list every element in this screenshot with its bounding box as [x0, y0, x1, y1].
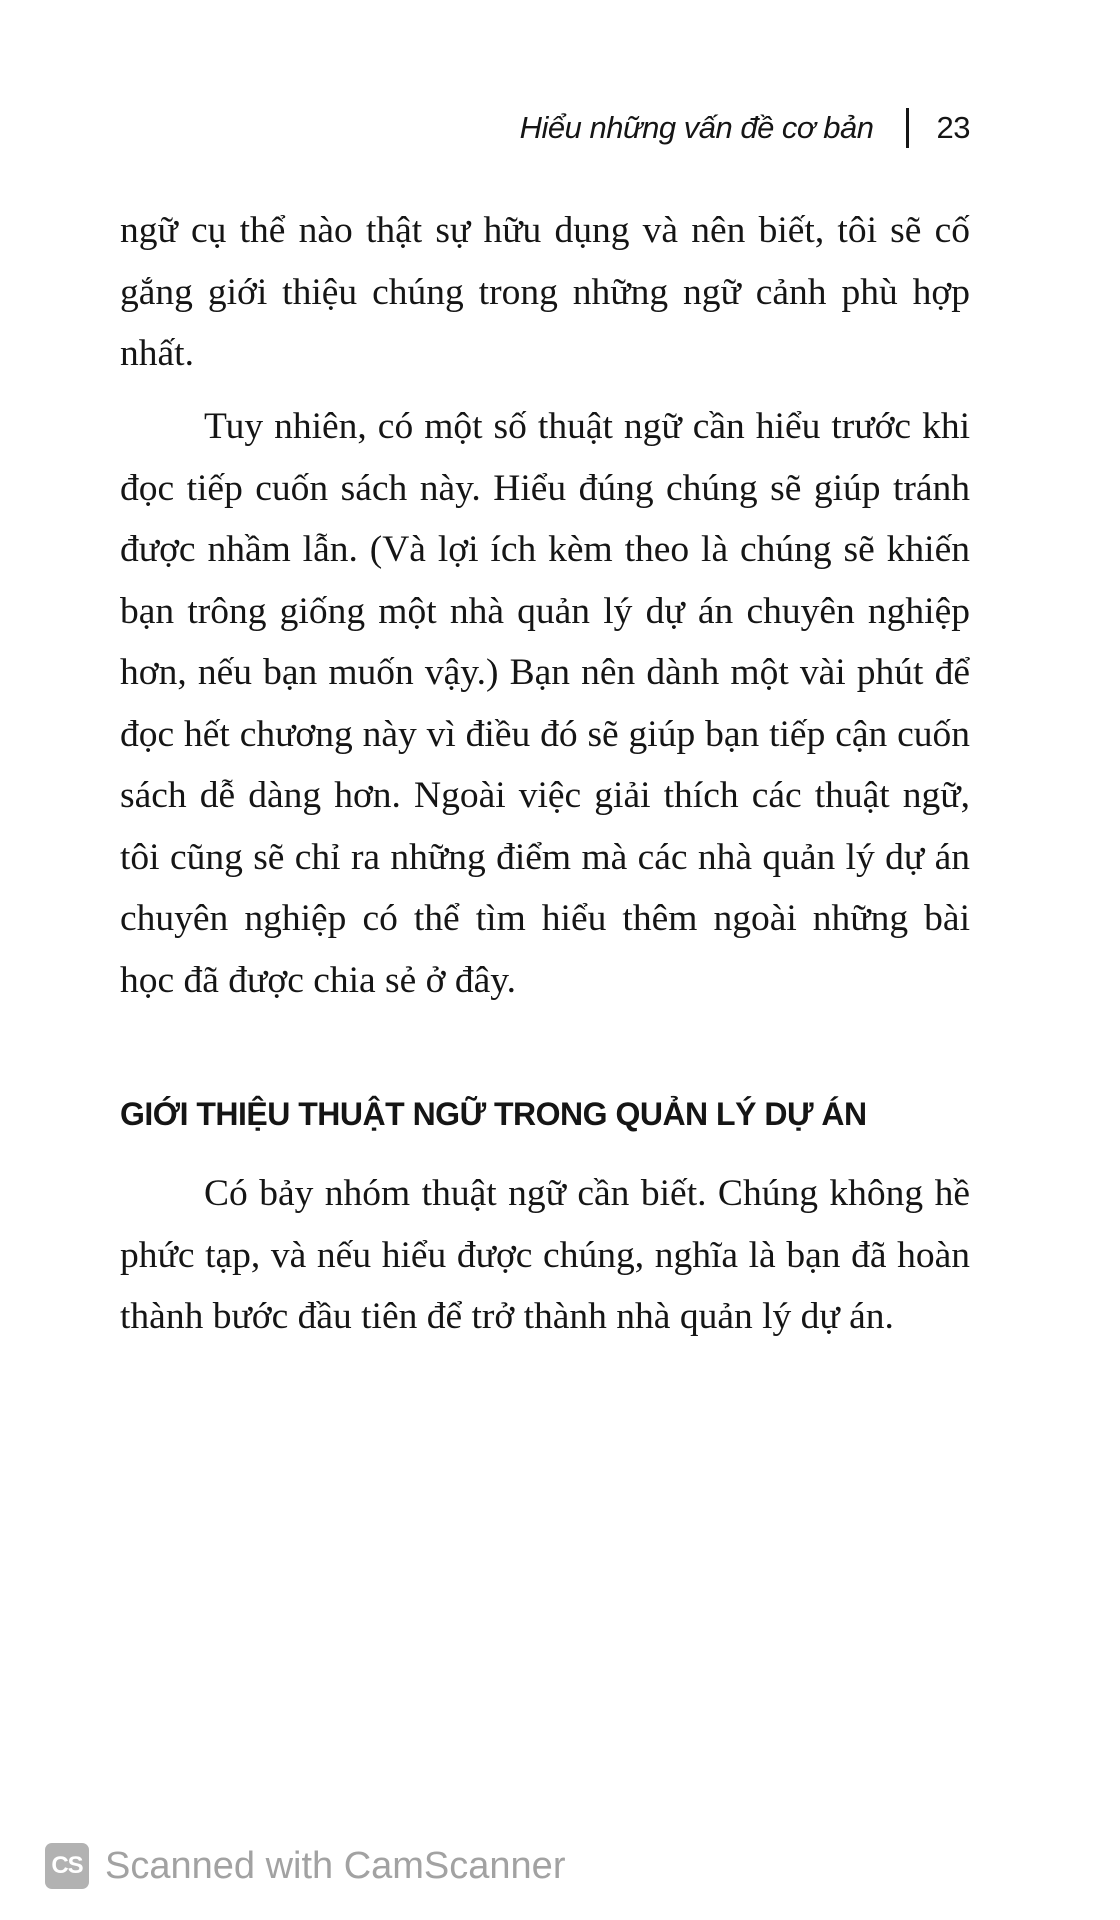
section-heading: GIỚI THIỆU THUẬT NGỮ TRONG QUẢN LÝ DỰ ÁN	[120, 1096, 867, 1132]
body-paragraph: Có bảy nhóm thuật ngữ cần biết. Chúng không hề phức tạp, và nếu hiểu được chúng, nghĩa là bạn đã hoàn thành bước đầu tiên để trở thành nhà quản lý dự án.	[120, 1173, 970, 1337]
body-paragraph-continued: ngữ cụ thể nào thật sự hữu dụng và nên biết, tôi sẽ cố gắng giới thiệu chúng trong những ngữ cảnh phù hợp nhất.	[120, 210, 970, 374]
page-number: 23	[936, 110, 970, 145]
body-paragraph: Tuy nhiên, có một số thuật ngữ cần hiểu trước khi đọc tiếp cuốn sách này. Hiểu đúng chúng sẽ giúp tránh được nhầm lẫn. (Và lợi ích kèm theo là chúng sẽ khiến bạn trông giống một nhà quản lý dự án chuyên nghiệp hơn, nếu bạn muốn vậy.) Bạn nên dành một vài phút để đọc hết chương này vì điều đó sẽ giúp bạn tiếp cận cuốn sách dễ dàng hơn. Ngoài việc giải thích các thuật ngữ, tôi cũng sẽ chỉ ra những điểm mà các nhà quản lý dự án chuyên nghiệp có thể tìm hiểu thêm ngoài những bài học đã được chia sẻ ở đây.	[120, 406, 970, 1001]
header-divider	[906, 108, 909, 148]
running-title: Hiểu những vấn đề cơ bản	[519, 110, 874, 145]
camscanner-watermark	[45, 1843, 565, 1889]
watermark-text: Scanned with CamScanner	[105, 1844, 566, 1887]
camscanner-logo-icon: CS	[45, 1843, 89, 1889]
running-header	[520, 108, 970, 148]
